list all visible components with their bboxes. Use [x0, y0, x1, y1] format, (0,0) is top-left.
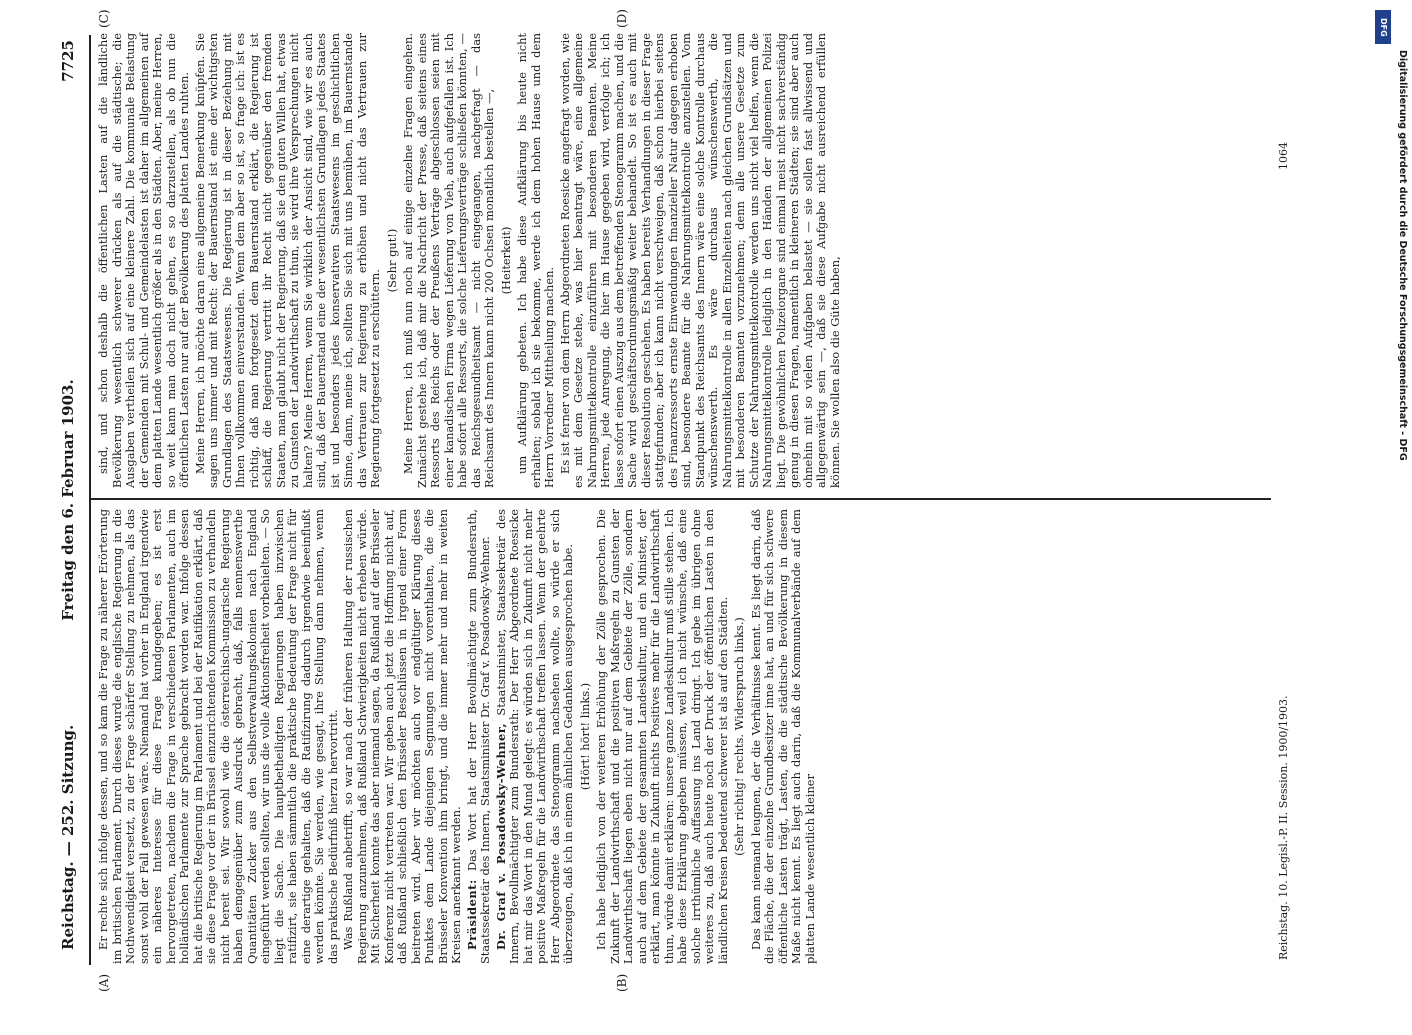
header-left: Reichstag. — 252. Sitzung.: [59, 724, 77, 950]
paragraph: sind, und schon deshalb die öffentlichen Lasten auf die ländliche Bevölkerung wesentlich schwerer drücken als auf die städtische; die Ausgaben vertheilen sich auf eine kleinere Zahl. Die kommunale Belastung der Gemeinden mit Schul- und Gemeindelasten ist daher im allgemeinen auf dem platten Lande wesentlich größer als in den Städten. Aber, meine Herren, so weit kann man doch nicht gehen, es so darzustellen, als ob nun die öffentlichen Lasten nur auf der Bevölkerung des platten Landes ruhten.: [96, 33, 191, 488]
paragraph: Ich habe lediglich von der weiteren Erhöhung der Zölle gesprochen. Die Zukunft der Landwirthschaft und die positiven Maßregeln zu Gunsten der Landwirthschaft liegen eben nicht nur auf dem Gebiete der Zölle, sondern auch auf dem Gebiete der gesammten Landeskultur, und ein Minister, der erklärt, man könnte in Zukunft nichts Positives mehr für die Landwirthschaft thun, würde damit erklären: unsere ganze Landeskultur muß stille stehen. Ich habe diese Erklärung abgeben müssen, weil ich nicht wünsche, daß eine solche irrthümliche Auffassung ins Land dringt. Ich gebe im übrigen ohne weiteres zu, daß auch heute noch der Druck der öffentlichen Lasten in den ländlichen Kreisen bedeutend schwerer ist als auf den Städten.: [594, 509, 730, 964]
header-rule: [89, 35, 91, 965]
footer-left: Reichstag. 10. Legisl.-P. II. Session. 1900/1903.: [1277, 695, 1290, 960]
interjection: (Hört! hört! links.): [577, 682, 592, 791]
paragraph: Das kann niemand leugnen, der die Verhältnisse kennt. Es liegt darin, daß die Fläche, die der einzelne Grundbesitzer inne hat, an und für sich schwere öffentliche Lasten trägt, Lasten, die die städtische Bevölkerung in diesem Maße nicht kennt. Es liegt auch darin, daß die Kommunalverbände auf dem platten Lande wesentlich kleiner: [748, 509, 817, 964]
speaker-label: Dr. Graf v. Posadowsky-Wehner,: [493, 723, 508, 950]
paragraph: Meine Herren, ich muß nun noch auf einige einzelne Fragen eingehen. Zunächst gestehe ich, daß mir die Nachricht der Presse, daß seitens eines Ressorts des Reichs oder der Preußens Verträge abgeschlossen seien mit einer kanadischen Firma wegen Lieferung von Vieh, auch aufgefallen ist. Ich habe sofort alle Ressorts, die solche Lieferungsverträge schließen könnten, — das Reichsgesundheitsamt — nicht eingegangen, nachgefragt — das Reichsamt des Innern kann nicht 200 Ochsen monatlich bestellen —,: [401, 33, 496, 488]
dfg-logo: DFG: [1375, 10, 1391, 44]
margin-marker-a: (A): [97, 973, 111, 992]
president-paragraph: [466, 509, 493, 964]
speech-text: Staatsminister, Staatssekretär des Innern, Bevollmächtigter zum Bundesrath: Der Herr Abgeordnete Roesicke hat mir das Wort in den Mund gelegt: es würden sich in Zukunft nicht mehr positive Maßregeln für die Landwirthschaft treffen lassen. Wenn der geehrte Herr Abgeordnete das Stenogramm nachsehen wollte, so würde er sich überzeugen, daß ich in einem ähnlichen Gedanken ausgesprochen habe.: [493, 509, 575, 964]
paragraph: Meine Herren, ich möchte daran eine allgemeine Bemerkung knüpfen. Sie sagen uns immer und mit Recht: der Bauernstand ist eine der wichtigsten Grundlagen des Staatswesens. Die Regierung ist in dieser Beziehung mit Ihnen vollkommen einverstanden. Wenn dem aber so ist, so frage ich: ist es richtig, daß man fortgesetzt dem Bauernstand erklärt, die Regierung ist schlaff, die Regierung vertritt ihr Recht nicht gegenüber den fremden Staaten, man glaubt nicht der Regierung, daß sie den guten Willen hat, etwas zu Gunsten der Landwirthschaft zu thun, sie wird ihre Versprechungen nicht halten? Meine Herren, wenn Sie wirklich der Ansicht sind, wie wir es auch sind, daß der Bauernstand eine der wesentlichsten Grundlagen jedes Staates ist und besonders jedes konservativen Staatswesens im geschichtlichen Sinne, dann, meine ich, sollten Sie sich mit uns bemühen, im Bauernstande das Vertrauen zur Regierung zu erhöhen und nicht das Vertrauen zur Regierung fortgesetzt zu erschüttern.: [192, 33, 382, 488]
paragraph: um Aufklärung gebeten. Ich habe diese Aufklärung bis heute nicht erhalten; sobald ich sie bekomme, werde ich dem hohen Hause und dem Herrn Vorredner Mittheilung machen.: [515, 33, 556, 488]
side-credit: [1372, 8, 1408, 993]
speaker-label: Präsident:: [464, 879, 479, 950]
minister-paragraph: [495, 509, 576, 964]
margin-marker-b: (B): [615, 973, 629, 992]
paragraph: Es ist ferner von dem Herrn Abgeordneten Roesicke angefragt worden, wie es mit dem Gesetze stehe, was hier beantragt wäre, eine allgemeine Nahrungsmittelkontrolle einzuführen mit besonderen Beamten. Meine Herren, jede Anregung, die hier im Hause gegeben wird, verfolge ich; ich lasse sofort einen Auszug aus dem betreffenden Stenogramm machen, und die Sache wird geschäftsordnungsmäßig weiter behandelt. So ist es auch mit dieser Resolution geschehen. Es haben bereits Verhandlungen in dieser Frage stattgefunden; aber ich kann nicht verschweigen, daß schon hierbei seitens des Finanzressorts ernste Einwendungen finanzieller Natur dagegen erhoben sind, besondere Beamte für die Nahrungsmittelkontrolle anzustellen. Vom Standpunkt des Reichsamts des Innern wäre eine solche Kontrolle durchaus wünschenswerth. Es wäre durchaus wünschenswerth, die Nahrungsmittelkontrolle in allen Einzelheiten nach gleichen Grundsätzen und mit besonderen Beamten vorzunehmen; denn alle unsere Gesetze zum Schutze der Nahrungsmittelkontrolle werden uns nicht viel helfen, wenn die Nahrungsmittelkontrolle lediglich in den Händen der allgemeinen Polizei liegt. Die gewöhnlichen Polizeiorgane sind einmal meist nicht sachverständig genug in diesen Fragen, namentlich in kleineren Städten; sie sind aber auch ohnehin mit so vielen Aufgaben belastet — sie sollen fast allwissend und allgegenwärtig sein —, daß sie diese Aufgabe nicht ausreichend erfüllen können. Sie wollen also die Güte haben,: [557, 33, 842, 488]
page-header: [55, 30, 85, 970]
footer-right: 1064: [1277, 142, 1290, 170]
margin-marker-c: (C): [97, 9, 111, 28]
credit-text: Digitalisierung gefördert durch die Deutsche Forschungsgemeinschaft - DFG: [1397, 50, 1408, 461]
speech-text: Das Wort hat der Herr Bevollmächtigte zum Bundesrath, Staatssekretär des Innern, Staatsminister Dr. Graf v. Posadowsky-Wehner.: [464, 509, 492, 964]
page-number: 7725: [59, 40, 77, 82]
interjection: (Heiterkeit): [498, 226, 513, 295]
interjection: (Sehr gut!): [384, 228, 399, 293]
paragraph: Was Rußland anbetrifft, so war nach der früheren Haltung der russischen Regierung anzunehmen, daß Rußland Schwierigkeiten nicht erheben würde. Mit Sicherheit konnte das aber niemand sagen, da Rußland auf der Brüsseler Konferenz nicht vertreten war. Wir geben auch jetzt die Hoffnung nicht auf, daß Rußland schließlich den Brüsseler Beschlüssen in irgend einer Form beitreten wird. Aber wir möchten auch vor endgültiger Klärung dieses Punktes dem Lande diejenigen Segnungen nicht vorenthalten, die die Brüsseler Konvention ihm bringt, und die immer mehr und mehr in weiten Kreisen anerkannt werden.: [341, 509, 463, 964]
header-center: Freitag den 6. Februar 1903.: [59, 379, 77, 621]
right-column: [97, 33, 1267, 488]
paragraph: Er rechte sich infolge dessen, und so kam die Frage zu näherer Erörterung im britischen Parlament. Durch dieses wurde die englische Regierung in die Nothwendigkeit versetzt, zu der Frage schärfer Stellung zu nehmen, als das sonst wohl der Fall gewesen wäre. Niemand hat vorher in England irgendwie ein näheres Interesse für diese Frage kundgegeben; es ist erst hervorgetreten, nachdem die Frage in verschiedenen Parlamenten, auch im holländischen Parlamente zur Sprache gebracht worden war. Infolge dessen hat die britische Regierung im Parlament und bei der Ratifikation erklärt, daß sie diese Frage vor der in Brüssel einzurichtenden Kommission zu verhandeln nicht bereit sei. Wir sowohl wie die österreichisch-ungarische Regierung haben demgegenüber zum Ausdruck gebracht, daß, falls nennenswerthe Quantitäten Zucker aus den Selbstverwaltungskolonien nach England eingeführt werden sollten, wir uns die volle Aktionsfreiheit vorbehielten. — So liegt die Sache. Die hauptbetheiligten Regierungen haben inzwischen ratifizirt, sie haben sämmtlich die praktische Bedeutung der Frage nicht für eine derartige gehalten, daß die Ratifizirung dadurch irgendwie beeinflußt werden könnte. Sie werden, wie gesagt, ihre Stellung dann nehmen, wenn das praktische Bedürfniß hierzu hervortritt.: [96, 509, 340, 964]
column-rule: [91, 498, 1271, 500]
left-column: [97, 509, 1267, 964]
margin-marker-d: (D): [615, 9, 629, 28]
document-page: [55, 9, 1355, 992]
interjection: (Sehr richtig! rechts. Widerspruch links.): [732, 617, 746, 856]
